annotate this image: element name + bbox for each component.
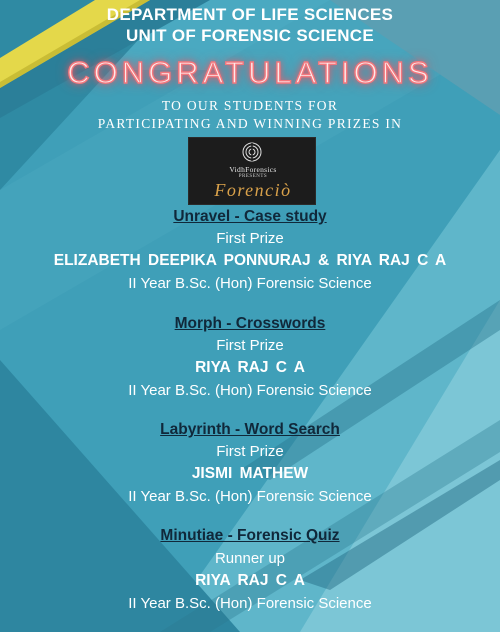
award-course: II Year B.Sc. (Hon) Forensic Science xyxy=(128,595,372,612)
award-winner: JISMI MATHEW xyxy=(191,465,309,482)
award-prize: Runner up xyxy=(214,550,286,567)
award-prize: First Prize xyxy=(216,443,284,460)
award-course: II Year B.Sc. (Hon) Forensic Science xyxy=(128,275,372,292)
unit-title: UNIT OF FORENSIC SCIENCE xyxy=(125,26,375,45)
award-prize: First Prize xyxy=(216,230,284,247)
award-event-title: Minutiae - Forensic Quiz xyxy=(160,527,340,544)
logo-presents-text: PRESENTS xyxy=(238,174,268,179)
award-event-title: Unravel - Case study xyxy=(173,208,327,225)
intro-line-2: PARTICIPATING AND WINNING PRIZES IN xyxy=(97,116,403,131)
award-event-title: Labyrinth - Word Search xyxy=(160,421,340,438)
logo-brand-name: VidhForensics xyxy=(229,165,277,174)
award-winner: ELIZABETH DEEPIKA PONNURAJ & RIYA RAJ C A xyxy=(53,252,447,269)
department-title: DEPARTMENT OF LIFE SCIENCES xyxy=(106,5,394,24)
intro-line-1: TO OUR STUDENTS FOR xyxy=(161,98,339,113)
congratulations-headline: CONGRATULATIONS xyxy=(67,55,433,90)
award-winner: RIYA RAJ C A xyxy=(195,359,305,376)
award-course: II Year B.Sc. (Hon) Forensic Science xyxy=(128,488,372,505)
award-event-title: Morph - Crosswords xyxy=(174,315,326,332)
award-winner: RIYA RAJ C A xyxy=(195,572,305,589)
award-course: II Year B.Sc. (Hon) Forensic Science xyxy=(128,382,372,399)
logo-event-title: Forenciò xyxy=(214,180,292,200)
forencio-logo xyxy=(188,137,316,205)
award-prize: First Prize xyxy=(216,337,284,354)
fingerprint-key-emblem-icon xyxy=(237,141,267,163)
